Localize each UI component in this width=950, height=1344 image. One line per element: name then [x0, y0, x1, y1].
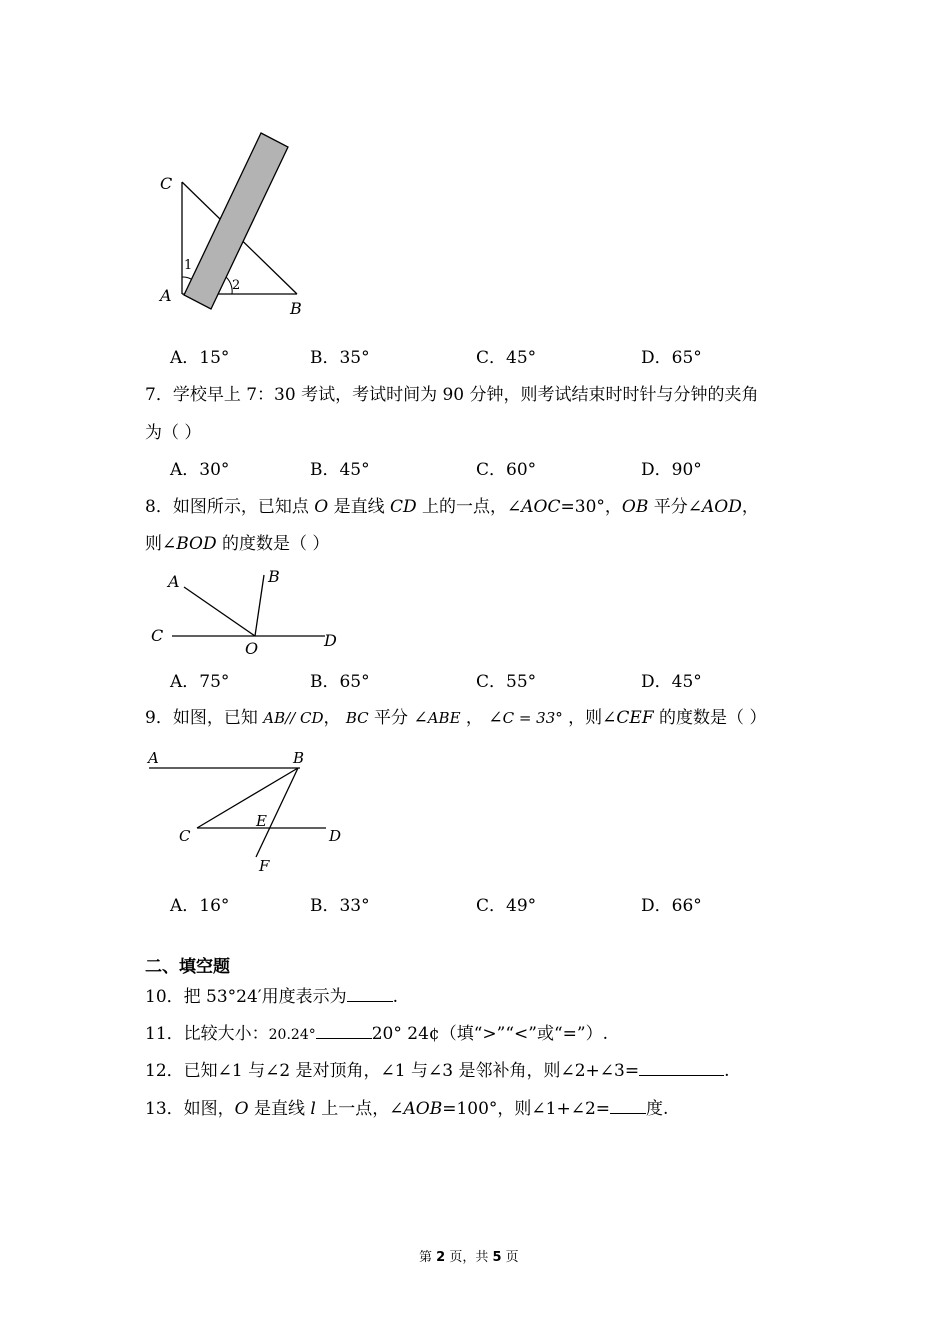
fig6-label-a: A: [160, 286, 172, 305]
q10-line: 10．把 53°24′用度表示为 .: [145, 983, 398, 1009]
q9-option-a: A．16°: [170, 896, 230, 916]
q9-option-c: C．49°: [476, 896, 537, 916]
fig8-label-d: D: [324, 631, 337, 650]
q11-line: 11．比较大小：20.24° 20° 24¢（填“>”“<”或“=”）.: [145, 1020, 608, 1047]
fig9-label-b: B: [293, 749, 305, 767]
q9-option-b: B．33°: [310, 896, 370, 916]
fig8-label-a: A: [168, 572, 180, 591]
q6-option-d: D．65°: [641, 348, 702, 368]
q6-option-a: A．15°: [170, 348, 230, 368]
fig9-label-a: A: [148, 749, 159, 767]
page-footer: 第 2 页，共 5 页: [419, 1250, 519, 1265]
q12-line: 12．已知∠1 与∠2 是对顶角，∠1 与∠3 是邻补角，则∠2+∠3= .: [145, 1057, 730, 1083]
fig6-label-1: 1: [184, 258, 193, 273]
figure-q9: [145, 745, 355, 880]
q7-option-c: C．60°: [476, 460, 537, 480]
q8-option-c: C．55°: [476, 672, 537, 692]
q7-option-b: B．45°: [310, 460, 370, 480]
fig9-label-e: E: [256, 812, 267, 830]
figure-q6: [150, 125, 320, 325]
fig6-label-2: 2: [232, 278, 241, 293]
q8-line1: 8．如图所示，已知点 O 是直线 CD 上的一点，∠AOC=30°，OB 平分∠AOD，: [145, 497, 759, 517]
q13-line: 13．如图，O 是直线 l 上一点，∠AOB=100°，则∠1+∠2= 度.: [145, 1095, 668, 1121]
q6-option-b: B．35°: [310, 348, 370, 368]
q8-option-b: B．65°: [310, 672, 370, 692]
q8-line2: 则∠BOD 的度数是（ ）: [145, 534, 330, 554]
q8-option-d: D．45°: [641, 672, 702, 692]
q12-answer-blank[interactable]: [639, 1057, 724, 1076]
fig9-label-c: C: [179, 827, 191, 845]
q7-option-d: D．90°: [641, 460, 702, 480]
q8-option-a: A．75°: [170, 672, 230, 692]
q9-line1: 9．如图，已知 AB// CD， BC 平分 ∠ABE ， ∠C = 33° ，则∠CEF 的度数是（ ）: [145, 708, 767, 728]
fig8-label-c: C: [151, 626, 164, 645]
figure-q8: [145, 563, 355, 663]
q7-line2: 为（ ）: [145, 423, 202, 443]
q13-answer-blank[interactable]: [610, 1095, 646, 1114]
fig6-label-c: C: [160, 174, 173, 193]
fig8-label-o: O: [245, 639, 259, 658]
fig9-label-d: D: [329, 827, 342, 845]
q6-option-c: C．45°: [476, 348, 537, 368]
fig8-label-b: B: [268, 567, 280, 586]
q11-answer-blank[interactable]: [316, 1020, 372, 1039]
fig6-label-b: B: [290, 299, 302, 318]
fig9-label-f: F: [259, 857, 270, 875]
section-title-fill-in: 二、填空题: [145, 957, 230, 977]
q7-line1: 7．学校早上 7：30 考试，考试时间为 90 分钟，则考试结束时时针与分钟的夹角: [145, 385, 759, 405]
q9-option-d: D．66°: [641, 896, 702, 916]
q7-option-a: A．30°: [170, 460, 230, 480]
q10-answer-blank[interactable]: [347, 983, 393, 1002]
